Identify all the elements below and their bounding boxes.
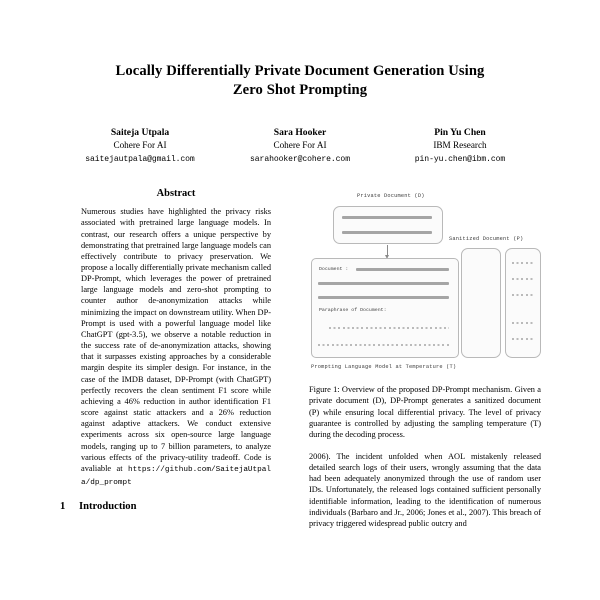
figure-1-diagram — [309, 188, 541, 378]
author-email: saitejautpala@gmail.com — [85, 154, 195, 164]
prompt-text-line — [318, 296, 449, 299]
author-affiliation: Cohere For AI — [113, 140, 167, 151]
document-text-line — [342, 231, 432, 234]
sanitized-text-line — [512, 294, 535, 296]
sanitized-text-line — [512, 278, 535, 280]
author-entry — [60, 126, 220, 166]
section-heading-introduction — [60, 501, 292, 512]
section-number: 1 — [60, 501, 66, 513]
page-title — [60, 0, 540, 100]
author-name: Sara Hooker — [273, 127, 327, 138]
prompt-output-line — [329, 327, 449, 329]
author-entry — [380, 126, 540, 166]
sanitized-document-label: Sanitized Document (P) — [449, 236, 524, 243]
document-text-line — [342, 216, 432, 219]
author-block — [60, 126, 540, 166]
author-affiliation: IBM Research — [433, 140, 487, 151]
sanitized-text-line — [512, 262, 535, 264]
arrow-down-icon — [387, 245, 388, 255]
title-line-2: Zero Shot Prompting — [232, 82, 368, 98]
body-columns — [60, 188, 540, 529]
author-email: sarahooker@cohere.com — [250, 154, 350, 164]
prompt-text-line — [318, 282, 449, 285]
abstract-heading: Abstract — [156, 188, 196, 200]
author-entry — [220, 126, 380, 166]
figure-1-caption: Figure 1: Overview of the proposed DP-Prompt mechanism. Given a private document (D), DP-Prompt generates a sanitized document (P) while ensuring local differential privacy. The level of privacy guarantee is controlled by adjusting the sampling temperature (T) during the decoding process. — [309, 385, 541, 439]
private-document-box — [333, 206, 443, 244]
section-title: Introduction — [79, 501, 137, 513]
abstract-paragraph: Numerous studies have highlighted the privacy risks associated with pretrained large language models. In contrast, our research offers a unique perspective by demonstrating that pretrained large language models can effectively contribute to privacy preservation. We propose a locally differentially private mechanism called DP-Prompt, which leverages the power of pretrained large language models and zero-shot prompting to counter author de-anonymization attacks while minimizing the impact on downstream utility. When DP-Prompt is used with a powerful language model like ChatGPT (gpt-3.5), we observe a notable reduction in the success rate of de-anonymization attacks, showing that it surpasses existing approaches by a considerable margin despite its simpler design. For instance, in the case of the IMDB dataset, DP-Prompt (with ChatGPT) perfectly recovers the clean sentiment F1 score while achieving a 46% reduction in author identification F1 score against static attackers and a 26% reduction against adaptive attackers. We conduct extensive experiments across six open-source large language models, ranging up to 7 billion parameters, to analyze various effects of the privacy-utility tradeoff. Code is avaliable at — [81, 207, 271, 473]
sanitized-document-box-inner — [461, 248, 501, 358]
sanitized-text-line — [512, 338, 535, 340]
abstract-code-url[interactable]: https://github.com/SaitejaUtpala/dp_prompt — [81, 465, 271, 487]
left-column — [60, 188, 292, 529]
private-document-label: Private Document (D) — [357, 193, 425, 200]
prompt-output-line — [318, 344, 449, 346]
title-line-1: Locally Differentially Private Document Generation Using — [115, 63, 485, 79]
sanitized-text-line — [512, 322, 535, 324]
author-affiliation: Cohere For AI — [273, 140, 327, 151]
author-name: Saiteja Utpala — [110, 127, 170, 138]
prompting-temperature-label: Prompting Language Model at Temperature (T) — [311, 364, 457, 371]
right-column — [309, 188, 541, 529]
body-paragraph: 2006). The incident unfolded when AOL mistakenly released detailed search logs of their users, wrongly assuming that the data had been adequately anonymized through the use of random user IDs. Unfortunately, the released logs contained sufficient personally identifiable information, leading to the identification of numerous individuals (Barbaro and Jr., 2006; Jones et al., 2007). This breach of privacy triggered widespread public outcry and — [309, 452, 541, 528]
prompt-paraphrase-field-label: Paraphrase of Document: — [319, 308, 387, 314]
prompt-text-line — [356, 268, 449, 271]
sanitized-document-box — [505, 248, 541, 358]
author-name: Pin Yu Chen — [434, 127, 486, 138]
author-email: pin-yu.chen@ibm.com — [414, 154, 506, 164]
abstract-text — [60, 206, 292, 489]
prompt-document-field-label: Document : — [319, 267, 349, 273]
